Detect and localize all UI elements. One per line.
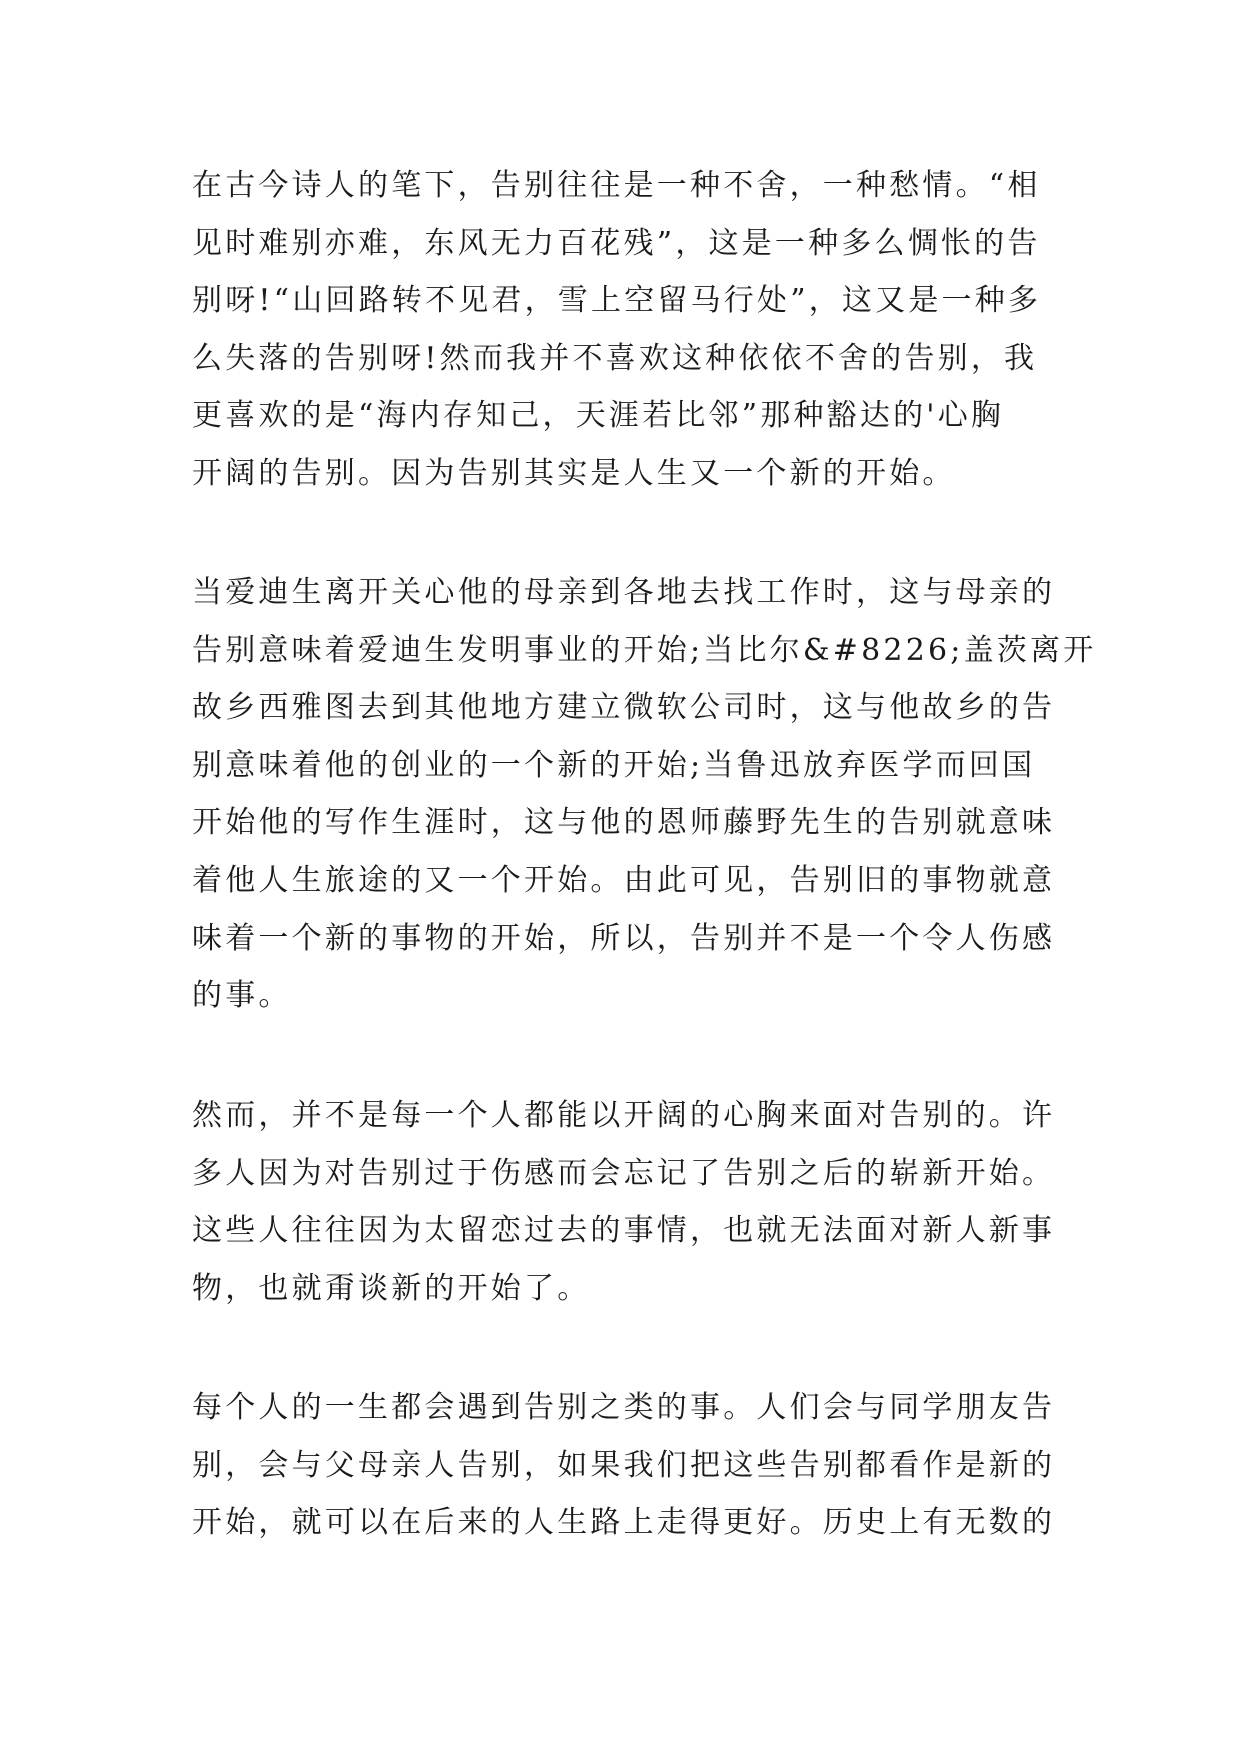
text-line: 开始，就可以在后来的人生路上走得更好。历史上有无数的 <box>192 1505 1056 1541</box>
paragraph-everyone <box>192 1379 1092 1552</box>
text-line: 这些人往往因为太留恋过去的事情，也就无法面对新人新事 <box>192 1213 1056 1249</box>
text-line: 当爱迪生离开关心他的母亲到各地去找工作时，这与母亲的 <box>192 575 1056 610</box>
paragraph-farewell-poems <box>192 157 1092 503</box>
text-line: 的事。 <box>192 978 292 1014</box>
paragraph-however <box>192 1087 1092 1317</box>
text-line: 多人因为对告别过于伤感而会忘记了告别之后的崭新开始。 <box>192 1155 1056 1191</box>
text-line: 开阔的告别。因为告别其实是人生又一个新的开始。 <box>192 455 956 491</box>
text-line: 告别意味着爱迪生发明事业的开始;当比尔&#8226;盖茨离开 <box>192 632 1097 668</box>
text-line: 物，也就甭谈新的开始了。 <box>192 1270 591 1306</box>
text-line: 开始他的写作生涯时，这与他的恩师藤野先生的告别就意味 <box>192 805 1056 841</box>
text-line: 着他人生旅途的又一个开始。由此可见，告别旧的事物就意 <box>192 862 1056 898</box>
text-line: 么失落的告别呀!然而我并不喜欢这种依依不舍的告别，我 <box>192 340 1038 376</box>
text-line: 别呀!“山回路转不见君，雪上空留马行处”，这又是一种多 <box>192 283 1042 319</box>
text-line: 在古今诗人的笔下，告别往往是一种不舍，一种愁情。“相 <box>192 168 1041 203</box>
text-line: 别，会与父母亲人告别，如果我们把这些告别都看作是新的 <box>192 1447 1056 1483</box>
paragraph-examples <box>192 564 1097 1025</box>
text-line: 别意味着他的创业的一个新的开始;当鲁迅放弃医学而回国 <box>192 747 1036 783</box>
text-line: 故乡西雅图去到其他地方建立微软公司时，这与他故乡的告 <box>192 690 1056 726</box>
text-line: 见时难别亦难，东风无力百花残”，这是一种多么惆怅的告 <box>192 225 1041 261</box>
text-line: 每个人的一生都会遇到告别之类的事。人们会与同学朋友告 <box>192 1390 1056 1425</box>
text-line: 味着一个新的事物的开始，所以，告别并不是一个令人伤感 <box>192 920 1056 956</box>
text-line: 然而，并不是每一个人都能以开阔的心胸来面对告别的。许 <box>192 1098 1056 1133</box>
text-line: 更喜欢的是“海内存知己，天涯若比邻”那种豁达的'心胸 <box>192 398 1005 434</box>
